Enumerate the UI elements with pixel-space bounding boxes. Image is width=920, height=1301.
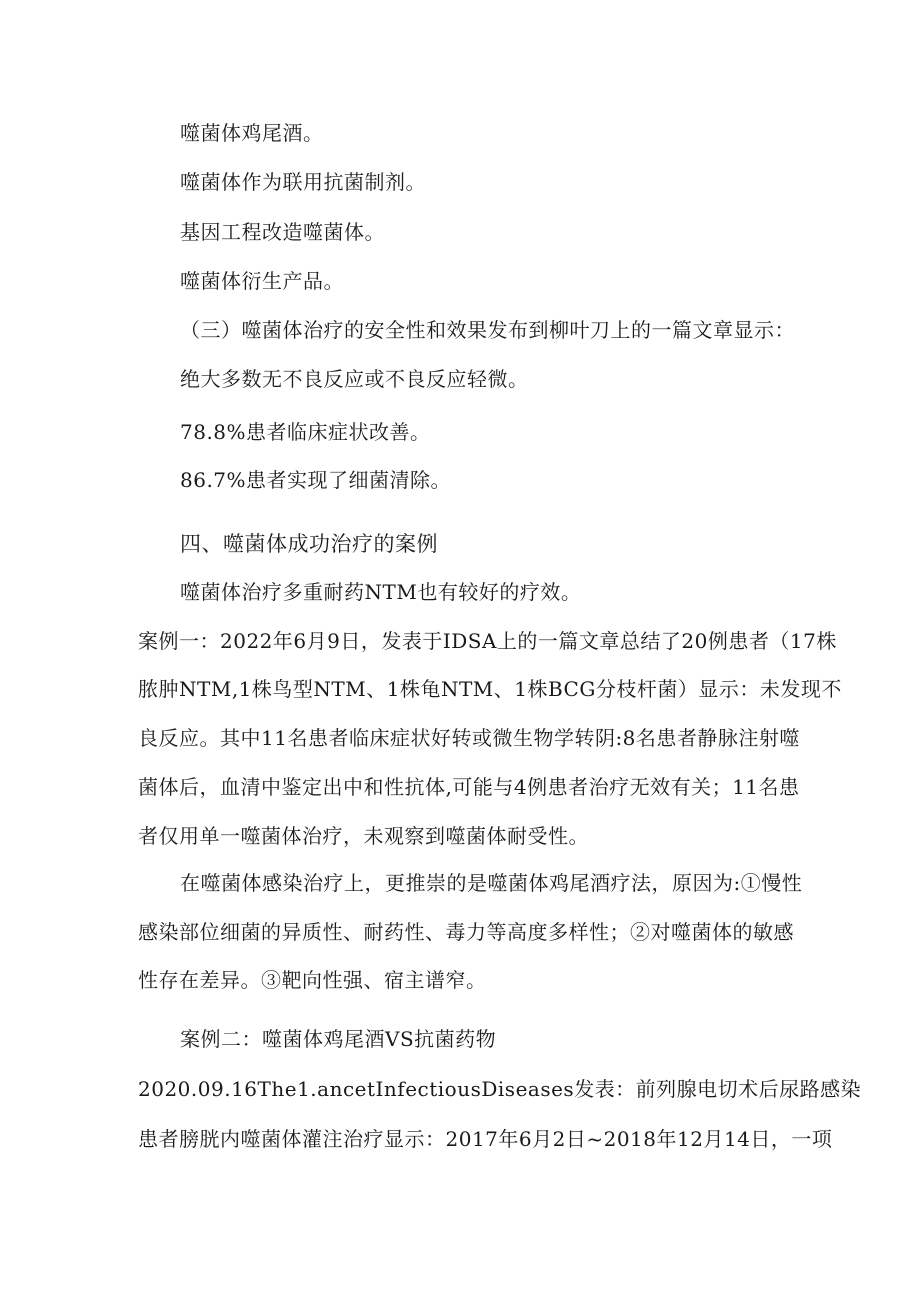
- cocktail-paragraph-line-1: 在噬菌体感染治疗上，更推崇的是噬菌体鸡尾酒疗法，原因为:①慢性: [180, 871, 803, 895]
- case-two-title: 案例二：噬菌体鸡尾酒VS抗菌药物: [180, 1027, 497, 1051]
- case-one-line-1: 案例一：2022年6月9日，发表于IDSA上的一篇文章总结了20例患者（17株: [138, 629, 837, 653]
- list-item-engineered-phage: 基因工程改造噬菌体。: [180, 220, 385, 244]
- list-item-combined-antibacterial: 噬菌体作为联用抗菌制剂。: [180, 170, 426, 194]
- case-one-line-5: 者仅用单一噬菌体治疗，未观察到噬菌体耐受性。: [138, 824, 589, 848]
- list-item-phage-cocktail: 噬菌体鸡尾酒。: [180, 121, 324, 145]
- case-one-line-3: 良反应。其中11名患者临床症状好转或微生物学转阴:8名患者静脉注射噬: [138, 726, 800, 750]
- finding-adverse-reactions: 绝大多数无不良反应或不良反应轻微。: [180, 367, 529, 391]
- finding-symptom-improvement: 78.8%患者临床症状改善。: [180, 420, 431, 444]
- list-item-phage-derivatives: 噬菌体衍生产品。: [180, 269, 344, 293]
- case-one-line-2: 脓肿NTM,1株鸟型NTM、1株龟NTM、1株BCG分枝杆菌）显示：未发现不: [138, 677, 842, 701]
- section-four-intro: 噬菌体治疗多重耐药NTM也有较好的疗效。: [180, 580, 582, 604]
- case-two-line-1: 2020.09.16The1.ancetInfectiousDiseases发表：前列腺电切术后尿路感染: [138, 1077, 862, 1101]
- finding-bacterial-clearance: 86.7%患者实现了细菌清除。: [180, 468, 452, 492]
- cocktail-paragraph-line-2: 感染部位细菌的异质性、耐药性、毒力等高度多样性；②对噬菌体的敏感: [138, 920, 794, 944]
- section-three-intro: （三）噬菌体治疗的安全性和效果发布到柳叶刀上的一篇文章显示：: [180, 318, 795, 342]
- case-two-line-2: 患者膀胱内噬菌体灌注治疗显示：2017年6月2日~2018年12月14日，一项: [138, 1127, 833, 1151]
- section-four-heading: 四、噬菌体成功治疗的案例: [180, 532, 438, 556]
- case-one-line-4: 菌体后，血清中鉴定出中和性抗体,可能与4例患者治疗无效有关；11名患: [138, 775, 800, 799]
- cocktail-paragraph-line-3: 性存在差异。③靶向性强、宿主谱窄。: [138, 968, 487, 992]
